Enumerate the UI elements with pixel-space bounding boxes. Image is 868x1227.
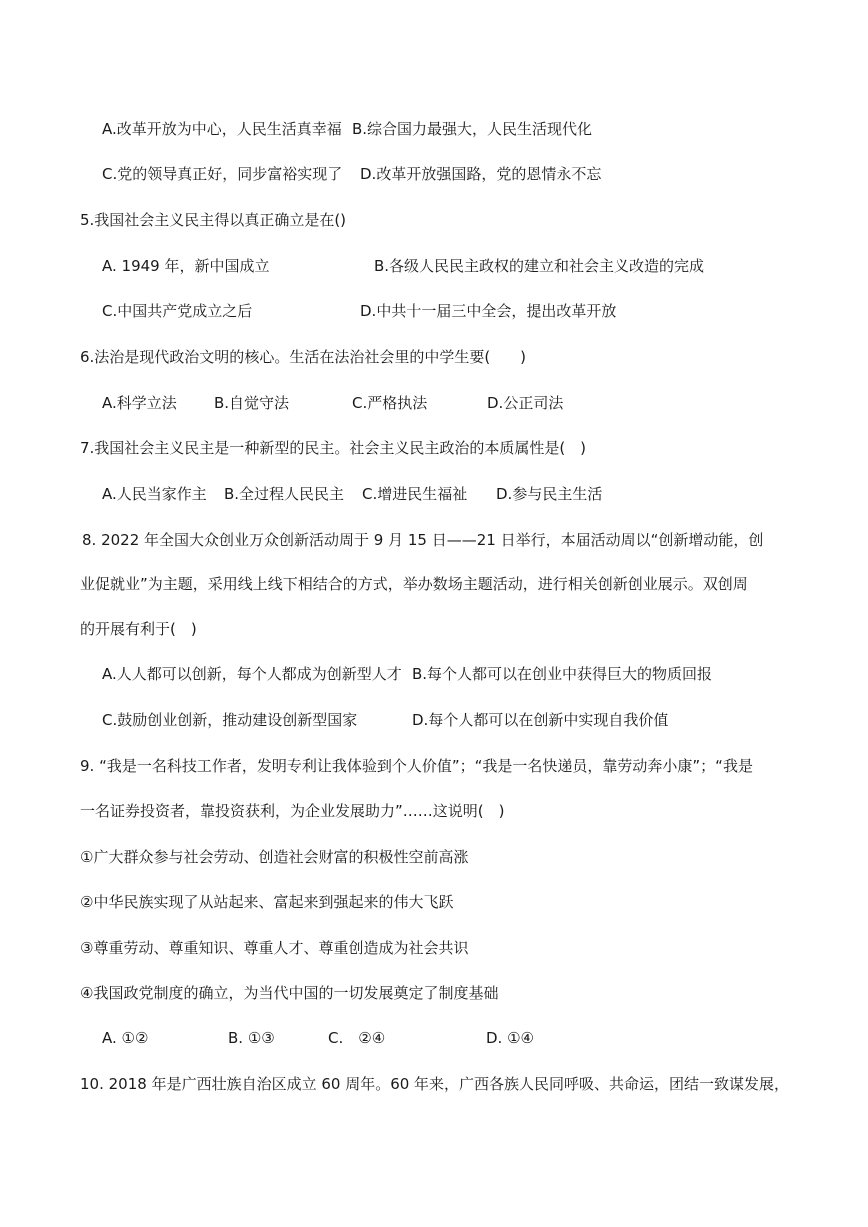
q9-option-d: D. ①④	[486, 1029, 534, 1047]
q8-option-b: B.每个人都可以在创业中获得巨大的物质回报	[412, 665, 713, 683]
q4-option-b: B.综合国力最强大，人民生活现代化	[352, 120, 593, 138]
q8-option-a: A.人人都可以创新，每个人都成为创新型人才	[102, 665, 402, 683]
q7-option-a: A.人民当家作主	[102, 485, 207, 503]
q7-stem: 7.我国社会主义民主是一种新型的民主。社会主义民主政治的本质属性是( )	[80, 439, 587, 457]
q4-option-d: D.改革开放强国路，党的恩情永不忘	[360, 165, 602, 183]
q9-option-b: B. ①③	[228, 1029, 275, 1047]
q9-stem-line-1: 9. “我是一名科技工作者，发明专利让我体验到个人价值”；“我是一名快递员，靠劳动奔小康”；“我是	[80, 757, 753, 775]
q7-option-b: B.全过程人民民主	[224, 485, 345, 503]
q4-option-a: A.改革开放为中心，人民生活真幸福	[102, 120, 342, 138]
q5-stem: 5.我国社会主义民主得以真正确立是在()	[80, 211, 347, 229]
q6-stem: 6.法治是现代政治文明的核心。生活在法治社会里的中学生要( )	[80, 348, 527, 366]
q8-option-c: C.鼓励创业创新，推动建设创新型国家	[102, 711, 358, 729]
q9-statement-4: ④我国政党制度的确立，为当代中国的一切发展奠定了制度基础	[80, 984, 499, 1002]
q8-stem-line-3: 的开展有利于( )	[80, 620, 197, 638]
q7-option-d: D.参与民主生活	[496, 485, 603, 503]
q4-option-c: C.党的领导真正好，同步富裕实现了	[102, 165, 343, 183]
q5-option-a: A. 1949 年，新中国成立	[102, 257, 270, 275]
q10-stem-line-1: 10. 2018 年是广西壮族自治区成立 60 周年。60 年来，广西各族人民同呼吸、共命运，团结一致谋发展，	[80, 1075, 790, 1093]
q6-option-c: C.严格执法	[352, 394, 428, 412]
q9-statement-3: ③尊重劳动、尊重知识、尊重人才、尊重创造成为社会共识	[80, 939, 469, 957]
q6-option-a: A.科学立法	[102, 394, 177, 412]
q8-option-d: D.每个人都可以在创新中实现自我价值	[412, 711, 669, 729]
q9-statement-1: ①广大群众参与社会劳动、创造社会财富的积极性空前高涨	[80, 848, 469, 866]
q6-option-d: D.公正司法	[487, 394, 564, 412]
q5-option-b: B.各级人民民主政权的建立和社会主义改造的完成	[374, 257, 705, 275]
q6-option-b: B.自觉守法	[214, 394, 290, 412]
q9-stem-line-2: 一名证券投资者，靠投资获利，为企业发展助力”……这说明( )	[80, 802, 505, 820]
q9-option-c: C. ②④	[328, 1029, 386, 1047]
q9-option-a: A. ①②	[102, 1029, 149, 1047]
q5-option-d: D.中共十一届三中全会，提出改革开放	[360, 302, 617, 320]
q5-option-c: C.中国共产党成立之后	[102, 302, 253, 320]
q7-option-c: C.增进民生福祉	[362, 485, 468, 503]
q9-statement-2: ②中华民族实现了从站起来、富起来到强起来的伟大飞跃	[80, 893, 454, 911]
q8-stem-line-1: 8. 2022 年全国大众创业万众创新活动周于 9 月 15 日——21 日举行，本届活动周以“创新增动能，创	[82, 531, 764, 549]
q8-stem-line-2: 业促就业”为主题，采用线上线下相结合的方式，举办数场主题活动，进行相关创新创业展示。双创周	[80, 575, 748, 593]
